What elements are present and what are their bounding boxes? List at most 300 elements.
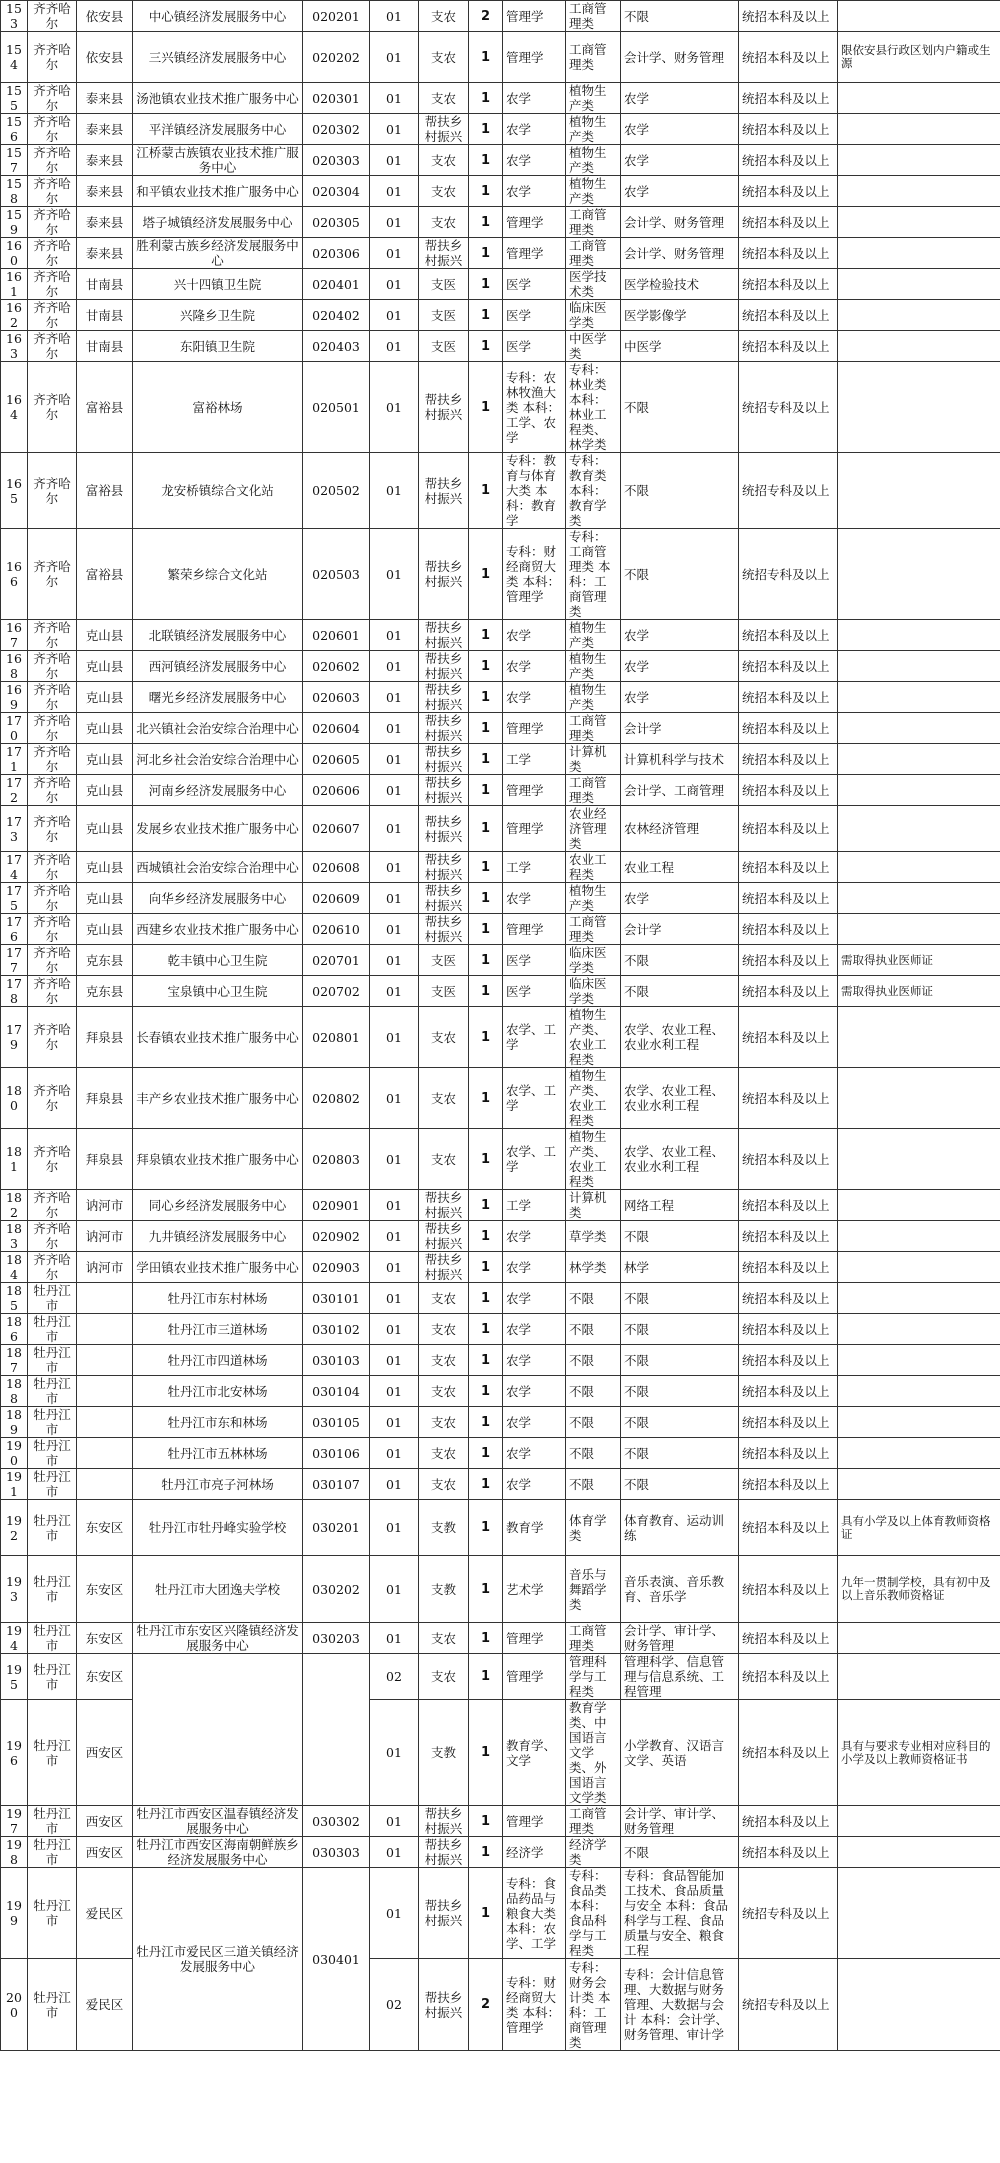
cell-post: 01 (370, 176, 419, 207)
cell-major2: 网络工程 (621, 1190, 739, 1221)
cell-county: 西安区 (77, 1806, 133, 1837)
cell-no: 168 (1, 651, 28, 682)
cell-no: 172 (1, 775, 28, 806)
cell-county: 泰来县 (77, 83, 133, 114)
cell-unit: 胜利蒙古族乡经济发展服务中心 (133, 238, 303, 269)
cell-no: 178 (1, 976, 28, 1007)
cell-type: 支农 (419, 1469, 469, 1500)
cell-major1: 专科：食品类 本科：食品科学与工程类 (566, 1868, 621, 1959)
cell-post: 01 (370, 806, 419, 852)
cell-count: 1 (469, 945, 503, 976)
cell-major2: 不限 (621, 1438, 739, 1469)
cell-major2: 不限 (621, 1221, 739, 1252)
cell-city: 牡丹江市 (28, 1345, 77, 1376)
cell-no: 198 (1, 1837, 28, 1868)
cell-unit: 河北乡社会治安综合治理中心 (133, 744, 303, 775)
cell-code: 020702 (303, 976, 370, 1007)
cell-unit: 三兴镇经济发展服务中心 (133, 32, 303, 83)
cell-city: 齐齐哈尔 (28, 207, 77, 238)
cell-city: 齐齐哈尔 (28, 1221, 77, 1252)
cell-no: 195 (1, 1654, 28, 1700)
cell-city: 齐齐哈尔 (28, 32, 77, 83)
cell-type: 帮扶乡村振兴 (419, 1190, 469, 1221)
cell-type: 帮扶乡村振兴 (419, 1959, 469, 2051)
cell-edu: 农学 (503, 620, 566, 651)
cell-city: 牡丹江市 (28, 1500, 77, 1556)
cell-type: 帮扶乡村振兴 (419, 744, 469, 775)
cell-edu: 农学 (503, 651, 566, 682)
table-row (1, 176, 1000, 207)
cell-major1: 医学技术类 (566, 269, 621, 300)
cell-major2: 会计学、审计学、财务管理 (621, 1623, 739, 1654)
cell-edu: 农学 (503, 1221, 566, 1252)
cell-post: 01 (370, 620, 419, 651)
cell-count: 1 (469, 529, 503, 620)
cell-major2: 不限 (621, 362, 739, 453)
cell-post: 01 (370, 32, 419, 83)
cell-count: 1 (469, 682, 503, 713)
cell-count: 1 (469, 1868, 503, 1959)
cell-edu: 农学 (503, 1438, 566, 1469)
cell-count: 1 (469, 775, 503, 806)
cell-unit: 牡丹江市五林林场 (133, 1438, 303, 1469)
cell-major1: 临床医学类 (566, 976, 621, 1007)
cell-count: 1 (469, 1556, 503, 1623)
cell-degree: 统招本科及以上 (739, 806, 838, 852)
cell-code: 020301 (303, 83, 370, 114)
cell-major2: 医学影像学 (621, 300, 739, 331)
cell-post: 01 (370, 1129, 419, 1190)
cell-code: 020303 (303, 145, 370, 176)
cell-major2: 音乐表演、音乐教育、音乐学 (621, 1556, 739, 1623)
cell-major2: 医学检验技术 (621, 269, 739, 300)
cell-post: 01 (370, 914, 419, 945)
cell-edu: 管理学 (503, 238, 566, 269)
cell-post: 01 (370, 1, 419, 32)
cell-note (838, 300, 1000, 331)
table-row (1, 269, 1000, 300)
table-row (1, 775, 1000, 806)
cell-edu: 农学 (503, 83, 566, 114)
cell-major2: 会计学、财务管理 (621, 207, 739, 238)
cell-unit: 牡丹江市四道林场 (133, 1345, 303, 1376)
cell-note (838, 1221, 1000, 1252)
cell-unit: 宝泉镇中心卫生院 (133, 976, 303, 1007)
cell-code: 020201 (303, 1, 370, 32)
cell-type: 帮扶乡村振兴 (419, 713, 469, 744)
cell-county: 西安区 (77, 1700, 133, 1806)
cell-code: 030106 (303, 1438, 370, 1469)
cell-major1: 农业经济管理类 (566, 806, 621, 852)
cell-no: 196 (1, 1700, 28, 1806)
cell-count: 2 (469, 1959, 503, 2051)
cell-code: 020503 (303, 529, 370, 620)
cell-code: 020801 (303, 1007, 370, 1068)
cell-post: 01 (370, 207, 419, 238)
cell-type: 帮扶乡村振兴 (419, 682, 469, 713)
cell-major1: 专科：林业类 本科：林业工程类、林学类 (566, 362, 621, 453)
cell-type: 支医 (419, 300, 469, 331)
cell-county: 泰来县 (77, 207, 133, 238)
cell-county: 爱民区 (77, 1959, 133, 2051)
cell-city: 齐齐哈尔 (28, 883, 77, 914)
table-row (1, 682, 1000, 713)
cell-no: 182 (1, 1190, 28, 1221)
cell-major1: 不限 (566, 1438, 621, 1469)
cell-county: 依安县 (77, 32, 133, 83)
cell-city: 齐齐哈尔 (28, 744, 77, 775)
cell-county: 富裕县 (77, 453, 133, 529)
cell-degree: 统招本科及以上 (739, 1252, 838, 1283)
cell-type: 支教 (419, 1556, 469, 1623)
cell-count: 1 (469, 976, 503, 1007)
cell-post: 01 (370, 1314, 419, 1345)
cell-degree: 统招本科及以上 (739, 1068, 838, 1129)
cell-code: 020401 (303, 269, 370, 300)
cell-code: 030302 (303, 1806, 370, 1837)
cell-post: 01 (370, 1221, 419, 1252)
cell-major1: 教育学类、中国语言文学类、外国语言文学类 (566, 1700, 621, 1806)
cell-code: 030107 (303, 1469, 370, 1500)
cell-unit: 西城镇社会治安综合治理中心 (133, 852, 303, 883)
cell-note (838, 83, 1000, 114)
cell-unit: 牡丹江市牡丹峰实验学校 (133, 1500, 303, 1556)
cell-unit: 河南乡经济发展服务中心 (133, 775, 303, 806)
cell-unit: 牡丹江市大团逸夫学校 (133, 1556, 303, 1623)
cell-post: 02 (370, 1959, 419, 2051)
cell-major1: 工商管理类 (566, 1, 621, 32)
cell-degree: 统招本科及以上 (739, 1190, 838, 1221)
cell-edu: 专科：财经商贸大类 本科：管理学 (503, 1959, 566, 2051)
cell-city: 齐齐哈尔 (28, 114, 77, 145)
cell-edu: 经济学 (503, 1837, 566, 1868)
cell-city: 齐齐哈尔 (28, 914, 77, 945)
cell-edu: 管理学 (503, 1654, 566, 1700)
cell-degree: 统招本科及以上 (739, 1500, 838, 1556)
cell-county: 克山县 (77, 713, 133, 744)
cell-note (838, 682, 1000, 713)
cell-type: 帮扶乡村振兴 (419, 651, 469, 682)
cell-code: 020901 (303, 1190, 370, 1221)
table-row (1, 1252, 1000, 1283)
cell-unit: 向华乡经济发展服务中心 (133, 883, 303, 914)
cell-post: 01 (370, 1252, 419, 1283)
cell-county: 东安区 (77, 1556, 133, 1623)
cell-degree: 统招本科及以上 (739, 744, 838, 775)
cell-post: 01 (370, 976, 419, 1007)
cell-code: 030401 (303, 1868, 370, 2051)
cell-major1: 工商管理类 (566, 1806, 621, 1837)
cell-county: 西安区 (77, 1837, 133, 1868)
cell-no: 171 (1, 744, 28, 775)
cell-county: 克山县 (77, 682, 133, 713)
cell-code: 030103 (303, 1345, 370, 1376)
cell-county: 富裕县 (77, 362, 133, 453)
cell-code: 030101 (303, 1283, 370, 1314)
cell-degree: 统招本科及以上 (739, 945, 838, 976)
cell-type: 帮扶乡村振兴 (419, 1837, 469, 1868)
table-row (1, 207, 1000, 238)
cell-county: 克山县 (77, 744, 133, 775)
cell-edu: 艺术学 (503, 1556, 566, 1623)
cell-no: 169 (1, 682, 28, 713)
cell-no: 156 (1, 114, 28, 145)
cell-edu: 农学 (503, 1469, 566, 1500)
cell-unit: 富裕林场 (133, 362, 303, 453)
cell-major1: 工商管理类 (566, 775, 621, 806)
cell-no: 154 (1, 32, 28, 83)
cell-count: 1 (469, 852, 503, 883)
cell-note (838, 331, 1000, 362)
cell-major1: 植物生产类 (566, 682, 621, 713)
cell-degree: 统招本科及以上 (739, 114, 838, 145)
cell-county: 甘南县 (77, 331, 133, 362)
cell-county: 克山县 (77, 775, 133, 806)
cell-city: 齐齐哈尔 (28, 806, 77, 852)
cell-city: 齐齐哈尔 (28, 620, 77, 651)
table-row (1, 1190, 1000, 1221)
cell-count: 1 (469, 1068, 503, 1129)
cell-edu: 农学 (503, 1283, 566, 1314)
cell-city: 牡丹江市 (28, 1556, 77, 1623)
cell-code: 030202 (303, 1556, 370, 1623)
cell-no: 192 (1, 1500, 28, 1556)
cell-degree: 统招本科及以上 (739, 1314, 838, 1345)
cell-major2: 不限 (621, 976, 739, 1007)
cell-county: 泰来县 (77, 238, 133, 269)
cell-type: 帮扶乡村振兴 (419, 362, 469, 453)
cell-city: 齐齐哈尔 (28, 331, 77, 362)
cell-county: 泰来县 (77, 145, 133, 176)
cell-code: 020302 (303, 114, 370, 145)
cell-edu: 专科：农林牧渔大类 本科：工学、农学 (503, 362, 566, 453)
cell-note (838, 114, 1000, 145)
cell-unit: 乾丰镇中心卫生院 (133, 945, 303, 976)
cell-no: 157 (1, 145, 28, 176)
cell-note: 具有与要求专业相对应科目的小学及以上教师资格证书 (838, 1700, 1000, 1806)
cell-type: 支农 (419, 32, 469, 83)
cell-edu: 医学 (503, 269, 566, 300)
cell-no: 161 (1, 269, 28, 300)
cell-edu: 农学 (503, 1407, 566, 1438)
cell-major2: 农学、农业工程、农业水利工程 (621, 1068, 739, 1129)
cell-edu: 管理学 (503, 1, 566, 32)
cell-type: 支医 (419, 331, 469, 362)
cell-type: 帮扶乡村振兴 (419, 114, 469, 145)
cell-count: 1 (469, 1469, 503, 1500)
cell-county: 富裕县 (77, 529, 133, 620)
cell-unit: 长春镇农业技术推广服务中心 (133, 1007, 303, 1068)
cell-major2: 不限 (621, 1, 739, 32)
cell-count: 1 (469, 651, 503, 682)
cell-no: 194 (1, 1623, 28, 1654)
cell-note (838, 176, 1000, 207)
cell-no: 160 (1, 238, 28, 269)
table-row (1, 1438, 1000, 1469)
table-row (1, 1556, 1000, 1623)
cell-degree: 统招本科及以上 (739, 1837, 838, 1868)
cell-type: 支农 (419, 1283, 469, 1314)
cell-note: 九年一贯制学校，具有初中及以上音乐教师资格证 (838, 1556, 1000, 1623)
cell-note (838, 1959, 1000, 2051)
cell-major1: 临床医学类 (566, 300, 621, 331)
cell-count: 1 (469, 1438, 503, 1469)
cell-code: 020306 (303, 238, 370, 269)
cell-no: 175 (1, 883, 28, 914)
cell-note (838, 1283, 1000, 1314)
cell-type: 支农 (419, 1654, 469, 1700)
cell-edu: 专科：教育与体育大类 本科：教育学 (503, 453, 566, 529)
cell-code: 020202 (303, 32, 370, 83)
cell-edu: 专科：食品药品与粮食大类 本科：农学、工学 (503, 1868, 566, 1959)
cell-count: 1 (469, 713, 503, 744)
cell-post: 02 (370, 1654, 419, 1700)
table-row (1, 1806, 1000, 1837)
cell-degree: 统招本科及以上 (739, 145, 838, 176)
table-row (1, 1314, 1000, 1345)
cell-post: 01 (370, 1407, 419, 1438)
cell-major1: 体育学类 (566, 1500, 621, 1556)
table-row (1, 1345, 1000, 1376)
cell-city: 牡丹江市 (28, 1700, 77, 1806)
cell-type: 支医 (419, 269, 469, 300)
cell-degree: 统招本科及以上 (739, 1129, 838, 1190)
cell-edu: 农学 (503, 1376, 566, 1407)
cell-unit: 牡丹江市东和林场 (133, 1407, 303, 1438)
cell-code: 030203 (303, 1623, 370, 1654)
cell-no: 187 (1, 1345, 28, 1376)
cell-code: 020609 (303, 883, 370, 914)
cell-unit: 牡丹江市西安区海南朝鲜族乡经济发展服务中心 (133, 1837, 303, 1868)
cell-unit: 牡丹江市西安区温春镇经济发展服务中心 (133, 1806, 303, 1837)
cell-no: 189 (1, 1407, 28, 1438)
cell-count: 1 (469, 32, 503, 83)
table-row (1, 331, 1000, 362)
cell-unit: 龙安桥镇综合文化站 (133, 453, 303, 529)
cell-major2: 计算机科学与技术 (621, 744, 739, 775)
cell-major1: 植物生产类 (566, 883, 621, 914)
cell-no: 163 (1, 331, 28, 362)
cell-county: 讷河市 (77, 1252, 133, 1283)
cell-code: 030105 (303, 1407, 370, 1438)
cell-no: 181 (1, 1129, 28, 1190)
cell-major1: 管理科学与工程类 (566, 1654, 621, 1700)
cell-major2: 不限 (621, 1376, 739, 1407)
table-row (1, 1469, 1000, 1500)
cell-post: 01 (370, 269, 419, 300)
cell-degree: 统招本科及以上 (739, 883, 838, 914)
cell-edu: 管理学 (503, 207, 566, 238)
cell-county (77, 1407, 133, 1438)
table-row (1, 914, 1000, 945)
cell-edu: 农学、工学 (503, 1007, 566, 1068)
cell-no: 162 (1, 300, 28, 331)
cell-major1: 不限 (566, 1345, 621, 1376)
cell-post: 01 (370, 1556, 419, 1623)
cell-city: 牡丹江市 (28, 1623, 77, 1654)
cell-note (838, 1837, 1000, 1868)
cell-count: 1 (469, 1837, 503, 1868)
cell-degree: 统招本科及以上 (739, 651, 838, 682)
cell-county (77, 1376, 133, 1407)
table-row (1, 1500, 1000, 1556)
cell-major1: 植物生产类 (566, 83, 621, 114)
cell-unit: 牡丹江市亮子河林场 (133, 1469, 303, 1500)
cell-type: 支农 (419, 145, 469, 176)
cell-note (838, 1, 1000, 32)
cell-type: 支农 (419, 83, 469, 114)
cell-post: 01 (370, 1068, 419, 1129)
cell-major2: 小学教育、汉语言文学、英语 (621, 1700, 739, 1806)
cell-edu: 管理学 (503, 806, 566, 852)
cell-note (838, 914, 1000, 945)
cell-count: 1 (469, 1654, 503, 1700)
table-row (1, 976, 1000, 1007)
cell-type: 支农 (419, 176, 469, 207)
cell-degree: 统招本科及以上 (739, 1806, 838, 1837)
cell-county: 泰来县 (77, 114, 133, 145)
cell-major1: 中医学类 (566, 331, 621, 362)
cell-post: 01 (370, 83, 419, 114)
cell-edu: 农学、工学 (503, 1129, 566, 1190)
cell-code: 020502 (303, 453, 370, 529)
cell-note (838, 1407, 1000, 1438)
cell-city: 齐齐哈尔 (28, 176, 77, 207)
cell-note (838, 238, 1000, 269)
cell-edu: 医学 (503, 300, 566, 331)
cell-major2: 农学、农业工程、农业水利工程 (621, 1007, 739, 1068)
cell-unit: 拜泉镇农业技术推广服务中心 (133, 1129, 303, 1190)
cell-post: 01 (370, 651, 419, 682)
cell-post: 01 (370, 238, 419, 269)
cell-major1: 临床医学类 (566, 945, 621, 976)
cell-note (838, 145, 1000, 176)
cell-post: 01 (370, 744, 419, 775)
cell-city: 牡丹江市 (28, 1469, 77, 1500)
cell-no: 193 (1, 1556, 28, 1623)
cell-city: 齐齐哈尔 (28, 529, 77, 620)
cell-count: 1 (469, 1806, 503, 1837)
cell-city: 齐齐哈尔 (28, 1007, 77, 1068)
cell-code: 020607 (303, 806, 370, 852)
cell-degree: 统招本科及以上 (739, 1345, 838, 1376)
cell-post: 01 (370, 453, 419, 529)
cell-type: 支农 (419, 1068, 469, 1129)
cell-edu: 管理学 (503, 914, 566, 945)
cell-county (77, 1283, 133, 1314)
cell-city: 牡丹江市 (28, 1407, 77, 1438)
cell-count: 1 (469, 806, 503, 852)
cell-degree: 统招本科及以上 (739, 1007, 838, 1068)
cell-no: 165 (1, 453, 28, 529)
cell-count: 1 (469, 269, 503, 300)
table-row (1, 145, 1000, 176)
table-row (1, 1868, 1000, 1959)
cell-count: 1 (469, 331, 503, 362)
cell-note (838, 1252, 1000, 1283)
cell-code: 020304 (303, 176, 370, 207)
cell-code: 020601 (303, 620, 370, 651)
cell-major2: 中医学 (621, 331, 739, 362)
cell-major2: 不限 (621, 1837, 739, 1868)
cell-county: 东安区 (77, 1623, 133, 1654)
cell-unit: 兴十四镇卫生院 (133, 269, 303, 300)
cell-edu: 农学 (503, 1314, 566, 1345)
cell-count: 1 (469, 914, 503, 945)
table-row (1, 1068, 1000, 1129)
cell-major2: 不限 (621, 453, 739, 529)
cell-unit: 江桥蒙古族镇农业技术推广服务中心 (133, 145, 303, 176)
